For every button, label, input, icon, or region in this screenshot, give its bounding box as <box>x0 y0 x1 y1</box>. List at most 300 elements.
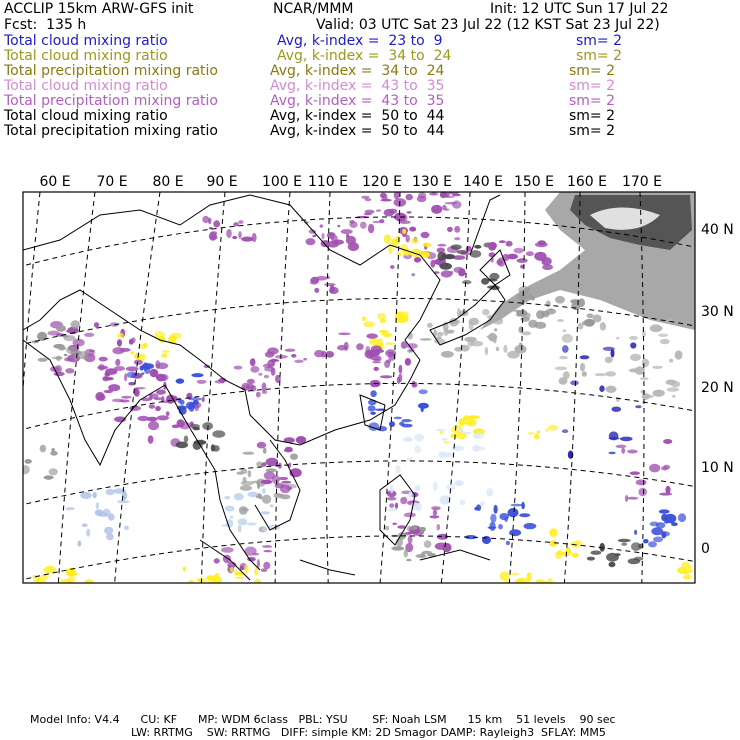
latitude-label: 20 N <box>701 380 734 396</box>
cloud-cell <box>60 579 72 583</box>
cloud-cell <box>97 366 108 370</box>
cloud-cell <box>378 426 388 431</box>
cloud-cell <box>489 522 495 531</box>
cloud-cell <box>65 368 74 373</box>
organization-label: NCAR/MMM <box>273 1 354 17</box>
cloud-cell <box>496 347 500 351</box>
cloud-cell <box>390 484 394 493</box>
cloud-cell <box>661 514 668 522</box>
legend-sm-1: sm= 2 <box>576 33 623 49</box>
cloud-cell <box>329 287 339 294</box>
cloud-cell <box>476 504 481 511</box>
cloud-cell <box>519 513 530 517</box>
cloud-cell <box>376 209 381 211</box>
cloud-cell <box>66 346 79 354</box>
cloud-cell <box>629 368 640 372</box>
longitude-label: 90 E <box>206 174 238 190</box>
cloud-cell <box>121 396 131 399</box>
cloud-cell <box>38 358 48 362</box>
cloud-cell <box>395 503 398 509</box>
latitude-label: 40 N <box>701 222 734 238</box>
cloud-cell <box>80 492 91 499</box>
longitude-label: 140 E <box>462 174 504 190</box>
cloud-cell <box>528 293 532 299</box>
cloud-cell <box>482 536 491 544</box>
cloud-cell <box>563 371 570 379</box>
cloud-cell <box>102 376 109 382</box>
cloud-cell <box>547 578 553 587</box>
cloud-cell <box>25 459 32 464</box>
cloud-cell <box>430 260 435 268</box>
cloud-cell <box>545 428 548 431</box>
cloud-cell <box>608 452 615 455</box>
cloud-cell <box>605 357 613 363</box>
cloud-cell <box>312 235 316 238</box>
cloud-cell <box>636 479 647 485</box>
longitude-label: 80 E <box>152 174 184 190</box>
cloud-cell <box>440 263 452 270</box>
cloud-cell <box>499 240 506 243</box>
cloud-cell <box>678 513 686 522</box>
cloud-cell <box>515 578 524 585</box>
cloud-cell <box>505 517 508 522</box>
cloud-cell <box>397 314 408 323</box>
cloud-cell <box>395 465 401 473</box>
cloud-cell <box>166 411 170 416</box>
cloud-cell <box>360 222 367 229</box>
cloud-cell <box>179 400 184 405</box>
cloud-cell <box>232 236 237 239</box>
cloud-cell <box>524 313 531 319</box>
cloud-cell <box>442 205 446 211</box>
legend-sm-2: sm= 2 <box>576 48 623 64</box>
cloud-cell <box>384 234 391 243</box>
cloud-cell <box>49 468 58 475</box>
cloud-cell <box>77 351 89 359</box>
cloud-cell <box>314 350 324 357</box>
cloud-cell <box>587 313 594 318</box>
cloud-cell <box>258 373 262 376</box>
cloud-cell <box>252 233 257 242</box>
cloud-cell <box>56 325 66 332</box>
cloud-cell <box>521 502 525 510</box>
cloud-cell <box>506 241 513 247</box>
cloud-cell <box>362 316 366 321</box>
cloud-cell <box>642 331 646 338</box>
cloud-cell <box>285 349 296 352</box>
cloud-cell <box>494 328 497 331</box>
cloud-cell <box>441 351 454 358</box>
cloud-cell <box>99 357 108 362</box>
cloud-cell <box>390 265 394 269</box>
cloud-cell <box>238 525 242 533</box>
cloud-cell <box>140 344 146 349</box>
cloud-cell <box>374 367 379 371</box>
cloud-cell <box>648 541 657 547</box>
cloud-cell <box>240 485 252 491</box>
cloud-cell <box>555 367 567 371</box>
cloud-cell <box>105 489 114 496</box>
cloud-cell <box>409 227 416 232</box>
cloud-cell <box>140 354 146 362</box>
cloud-cell <box>344 342 349 351</box>
cloud-cell <box>549 528 558 537</box>
cloud-cell <box>555 552 567 555</box>
cloud-cell <box>410 249 421 258</box>
cloud-cell <box>675 350 683 359</box>
cloud-cell <box>486 488 493 496</box>
cloud-cell <box>671 381 681 387</box>
legend-sm-4: sm= 2 <box>569 78 616 94</box>
cloud-cell <box>341 229 353 234</box>
cloud-cell <box>665 486 670 494</box>
cloud-cell <box>441 438 447 441</box>
legend-field-5: Total precipitation mixing ratio <box>4 93 218 109</box>
cloud-cell <box>420 338 432 341</box>
cloud-cell <box>234 366 243 370</box>
cloud-cell <box>84 333 94 337</box>
cloud-cell <box>405 358 411 366</box>
cloud-cell <box>414 434 424 442</box>
cloud-cell <box>161 353 168 358</box>
cloud-cell <box>400 497 407 504</box>
cloud-cell <box>452 201 462 209</box>
cloud-cell <box>591 551 602 555</box>
cloud-cell <box>324 283 336 286</box>
cloud-cell <box>287 487 292 491</box>
cloud-cell <box>419 527 426 532</box>
cloud-cell <box>372 361 381 363</box>
cloud-cell <box>241 508 250 511</box>
cloud-cell <box>489 252 496 257</box>
cloud-cell <box>424 540 432 548</box>
cloud-cell <box>155 360 160 369</box>
cloud-cell <box>605 371 616 376</box>
cloud-cell <box>212 430 225 438</box>
meridian <box>10 192 40 640</box>
cloud-cell <box>391 546 404 550</box>
latitude-label: 10 N <box>701 460 734 476</box>
cloud-cell <box>616 337 620 340</box>
cloud-cell <box>162 350 170 353</box>
cloud-cell <box>462 280 471 284</box>
cloud-cell <box>528 320 538 328</box>
cloud-cell <box>238 518 248 525</box>
cloud-cell <box>370 412 376 415</box>
cloud-cell <box>663 465 670 470</box>
cloud-cell <box>643 539 649 543</box>
cloud-cell <box>467 415 480 419</box>
cloud-cell <box>441 452 453 457</box>
cloud-cell <box>247 492 258 497</box>
legend-avg-4: Avg, k-index = 43 to 35 <box>270 78 445 94</box>
cloud-cell <box>388 245 392 254</box>
cloud-cell <box>609 431 619 440</box>
cloud-cell <box>658 334 668 337</box>
cloud-cell <box>480 501 485 506</box>
cloud-cell <box>541 311 550 318</box>
cloud-cell <box>40 445 47 453</box>
cloud-cell <box>177 419 185 427</box>
cloud-cell <box>385 526 390 531</box>
meridian <box>326 192 330 640</box>
cloud-cell <box>587 557 595 561</box>
cloud-cell <box>105 368 117 375</box>
cloud-cell <box>509 529 521 536</box>
cloud-cell <box>252 553 259 556</box>
cloud-cell <box>112 347 124 354</box>
cloud-cell <box>261 463 266 467</box>
valid-time: Valid: 03 UTC Sat 23 Jul 22 (12 KST Sat 23 Jul 22) <box>316 17 660 33</box>
cloud-cell <box>379 330 389 333</box>
cloud-cell <box>437 332 444 337</box>
cloud-cell <box>667 387 680 391</box>
cloud-cell <box>611 349 615 358</box>
cloud-cell <box>526 251 534 256</box>
cloud-cell <box>404 513 416 518</box>
cloud-cell <box>628 558 641 564</box>
cloud-cell <box>507 351 520 359</box>
legend-avg-1: Avg, k-index = 23 to 9 <box>277 33 443 49</box>
cloud-cell <box>406 194 413 200</box>
cloud-cell <box>108 513 115 521</box>
cloud-cell <box>421 552 425 558</box>
cloud-cell <box>238 231 242 239</box>
cloud-cell <box>548 425 558 431</box>
cloud-cell <box>630 471 640 475</box>
cloud-cell <box>85 579 94 585</box>
cloud-cell <box>635 405 641 408</box>
cloud-cell <box>235 577 243 580</box>
cloud-cell <box>291 354 296 358</box>
cloud-cell <box>447 227 453 232</box>
latitude-label: 30 N <box>701 304 734 320</box>
cloud-cell <box>366 333 378 338</box>
cloud-cell <box>234 493 244 500</box>
cloud-cell <box>380 318 386 323</box>
cloud-cell <box>254 567 257 575</box>
cloud-cell <box>222 524 231 527</box>
cloud-cell <box>303 358 307 361</box>
cloud-cell <box>570 299 580 304</box>
meridian <box>110 192 160 640</box>
cloud-cell <box>363 321 374 327</box>
cloud-cell <box>534 434 539 440</box>
cloud-cell <box>349 221 357 228</box>
cloud-cell <box>481 278 489 285</box>
cloud-cell <box>562 429 568 433</box>
cloud-cell <box>559 356 568 359</box>
cloud-cell <box>419 389 428 394</box>
cloud-cell <box>141 372 144 375</box>
longitude-label: 150 E <box>513 174 555 190</box>
cloud-cell <box>257 442 266 449</box>
cloud-cell <box>369 338 380 345</box>
cloud-cell <box>514 248 524 254</box>
cloud-cell <box>659 493 672 496</box>
cloud-cell <box>418 192 426 198</box>
cloud-cell <box>683 575 692 580</box>
cloud-cell <box>436 429 446 432</box>
cloud-cell <box>458 268 466 276</box>
cloud-cell <box>671 522 678 526</box>
cloud-cell <box>462 416 468 421</box>
cloud-cell <box>37 332 47 341</box>
cloud-cell <box>582 321 585 325</box>
cloud-cell <box>379 219 384 223</box>
cloud-cell <box>650 522 659 527</box>
cloud-cell <box>94 322 99 328</box>
cloud-cell <box>230 516 234 519</box>
cloud-cell <box>370 390 376 397</box>
legend-sm-6: sm= 2 <box>569 108 616 124</box>
cloud-cell <box>454 226 460 233</box>
cloud-cell <box>534 252 546 261</box>
cloud-cell <box>663 439 672 444</box>
cloud-cell <box>460 500 466 505</box>
cloud-cell <box>403 437 413 442</box>
cloud-cell <box>117 500 129 503</box>
cloud-cell <box>263 550 272 552</box>
cloud-cell <box>609 562 616 567</box>
longitude-label: 70 E <box>96 174 128 190</box>
cloud-cell <box>262 495 271 504</box>
cloud-cell <box>408 535 413 544</box>
cloud-cell <box>485 347 488 356</box>
cloud-cell <box>310 280 318 284</box>
cloud-cell <box>659 509 670 513</box>
cloud-cell <box>612 407 622 412</box>
cloud-cell <box>557 319 564 322</box>
cloud-cell <box>280 494 291 499</box>
cloud-cell <box>489 273 499 280</box>
longitude-label: 160 E <box>566 174 608 190</box>
cloud-cell <box>406 559 411 562</box>
cloud-cell <box>681 561 690 569</box>
cloud-cell <box>394 417 402 420</box>
legend-avg-6: Avg, k-index = 50 to 44 <box>270 108 445 124</box>
cloud-cell <box>143 362 149 371</box>
cloud-cell <box>389 503 394 508</box>
cloud-cell <box>661 531 666 538</box>
cloud-cell <box>248 470 252 477</box>
cloud-cell <box>294 360 304 363</box>
cloud-cell <box>263 562 270 569</box>
cloud-cell <box>494 505 498 514</box>
cloud-cell <box>660 339 670 344</box>
legend-field-3: Total precipitation mixing ratio <box>4 63 218 79</box>
cloud-cell <box>326 276 330 280</box>
cloud-cell <box>429 515 439 518</box>
cloud-cell <box>408 492 412 498</box>
cloud-cell <box>457 430 465 433</box>
cloud-cell <box>71 320 80 328</box>
cloud-cell <box>64 354 68 357</box>
cloud-cell <box>263 527 267 532</box>
cloud-cell <box>45 475 52 480</box>
cloud-cell <box>368 350 380 357</box>
cloud-cell <box>246 523 256 526</box>
cloud-cell <box>572 553 579 558</box>
cloud-cell <box>117 339 122 346</box>
cloud-cell <box>437 244 446 247</box>
cloud-cell <box>664 521 668 523</box>
cloud-cell <box>500 572 510 581</box>
cloud-cell <box>649 464 660 473</box>
cloud-cell <box>115 359 120 366</box>
longitude-labels <box>39 174 662 190</box>
cloud-cell <box>397 252 402 256</box>
cloud-cell <box>148 421 159 430</box>
cloud-cell <box>474 245 481 249</box>
cloud-cell <box>421 405 424 412</box>
cloud-cell <box>190 424 200 429</box>
latitude-labels <box>701 222 734 557</box>
longitude-label: 170 E <box>621 174 663 190</box>
cloud-cell <box>263 364 272 369</box>
cloud-cell <box>537 431 541 434</box>
cloud-cell <box>411 526 418 531</box>
cloud-cell <box>380 375 392 378</box>
cloud-cell <box>20 465 29 474</box>
cloud-cell <box>213 220 220 227</box>
cloud-cell <box>261 480 273 485</box>
cloud-cell <box>398 374 402 383</box>
cloud-cell <box>96 502 99 509</box>
cloud-field-layer <box>20 187 695 587</box>
cloud-cell <box>599 385 604 392</box>
cloud-cell <box>202 397 205 402</box>
cloud-cell <box>640 377 649 380</box>
cloud-cell <box>281 481 291 484</box>
cloud-cell <box>214 558 220 563</box>
legend-avg-5: Avg, k-index = 43 to 35 <box>270 93 445 109</box>
cloud-cell <box>574 540 583 547</box>
cloud-cell <box>272 358 276 366</box>
cloud-cell <box>247 379 255 384</box>
cloud-cell <box>208 218 211 224</box>
cloud-cell <box>244 564 248 573</box>
cloud-cell <box>414 485 420 491</box>
cloud-cell <box>412 381 416 388</box>
legend-field-2: Total cloud mixing ratio <box>4 48 168 64</box>
cloud-cell <box>256 392 261 398</box>
cloud-cell <box>97 394 106 401</box>
cloud-cell <box>117 333 124 339</box>
cloud-cell <box>262 488 265 494</box>
cloud-cell <box>241 383 249 391</box>
longitude-label: 130 E <box>411 174 453 190</box>
cloud-cell <box>517 258 528 263</box>
cloud-cell <box>433 510 437 516</box>
cloud-cell <box>112 399 124 403</box>
cloud-cell <box>452 445 465 451</box>
cloud-cell <box>616 445 627 449</box>
cloud-cell <box>266 458 278 467</box>
cloud-cell <box>488 243 496 251</box>
cloud-cell <box>580 355 590 359</box>
legend-sm-7: sm= 2 <box>569 123 616 139</box>
cloud-cell <box>224 496 230 500</box>
cloud-cell <box>524 523 537 529</box>
cloud-cell <box>450 271 454 275</box>
cloud-cell <box>176 378 185 383</box>
longitude-label: 110 E <box>307 174 349 190</box>
cloud-cell <box>641 390 646 394</box>
cloud-cell <box>630 354 641 361</box>
legend-sm-3: sm= 2 <box>569 63 616 79</box>
cloud-cell <box>421 251 430 258</box>
